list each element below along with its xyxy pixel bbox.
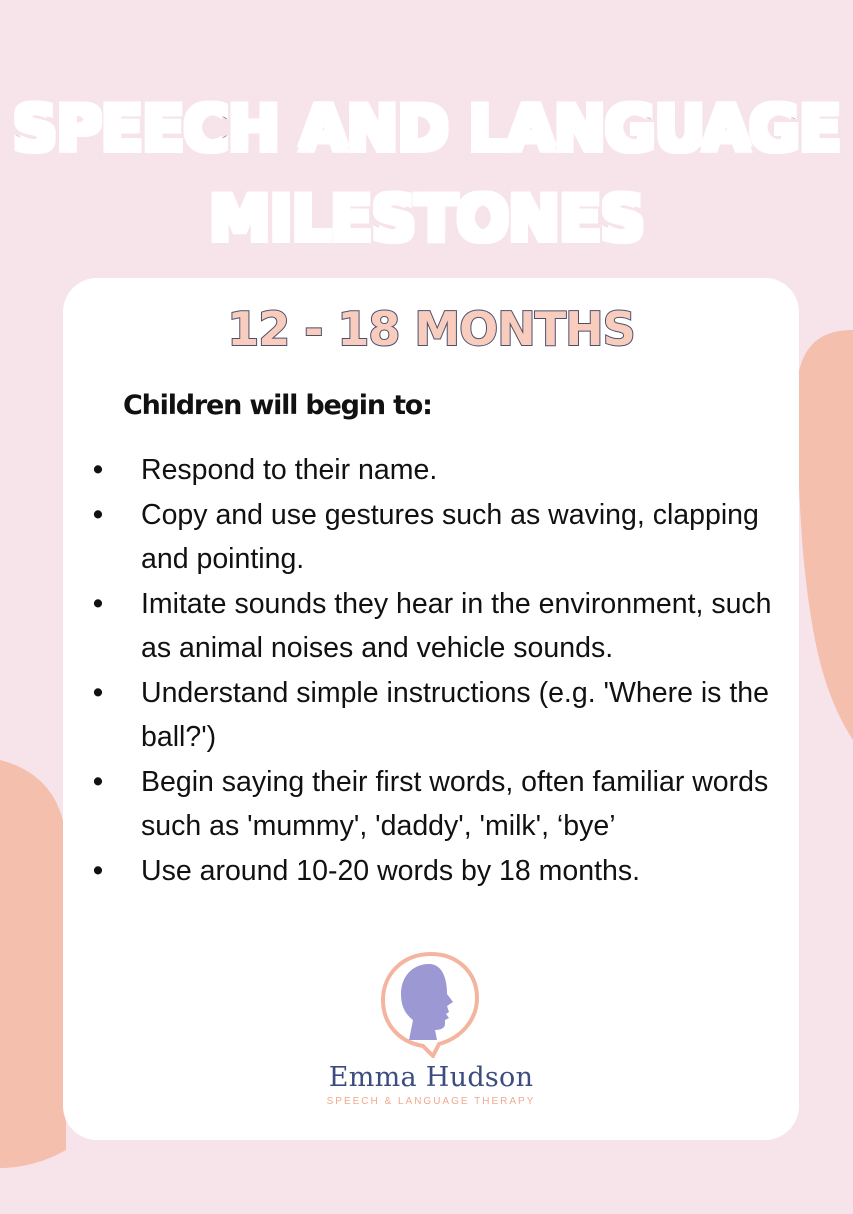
list-item [93,760,793,849]
list-item-text: Understand simple instructions (e.g. 'Where is the ball?') [141,676,769,753]
list-item [93,582,793,671]
milestone-list [93,448,793,893]
bullet-icon: • [93,587,103,620]
page-title [0,84,853,264]
bullet-icon: • [93,454,103,486]
age-range-heading: 12 - 18 MONTHS [227,302,635,356]
list-item [93,493,793,582]
logo [63,950,799,1110]
list-item [93,671,793,760]
title-line-2: MILESTONES [208,182,645,255]
title-line-1: SPEECH AND LANGUAGE [12,92,841,165]
list-item-text: Imitate sounds they hear in the environment, such as animal noises and vehicle sounds. [141,587,772,664]
list-item-text: Copy and use gestures such as waving, clapping and pointing. [141,498,759,575]
bullet-icon: • [93,498,103,531]
logo-name: Emma Hudson [328,1062,534,1093]
list-item-text: Respond to their name. [141,454,438,486]
bullet-icon: • [93,676,103,709]
intro-text: Children will begin to: [123,390,432,421]
list-item [93,849,793,894]
bullet-icon: • [93,854,103,887]
list-item-text: Use around 10-20 words by 18 months. [141,854,641,887]
bullet-icon: • [93,765,103,798]
logo-tagline: SPEECH & LANGUAGE THERAPY [326,1096,536,1107]
list-item [93,448,793,493]
child-head-speech-bubble-icon [379,950,483,1058]
content-card [63,278,799,1140]
list-item-text: Begin saying their first words, often familiar words such as 'mummy', 'daddy', 'milk', ‘bye’ [141,765,769,842]
